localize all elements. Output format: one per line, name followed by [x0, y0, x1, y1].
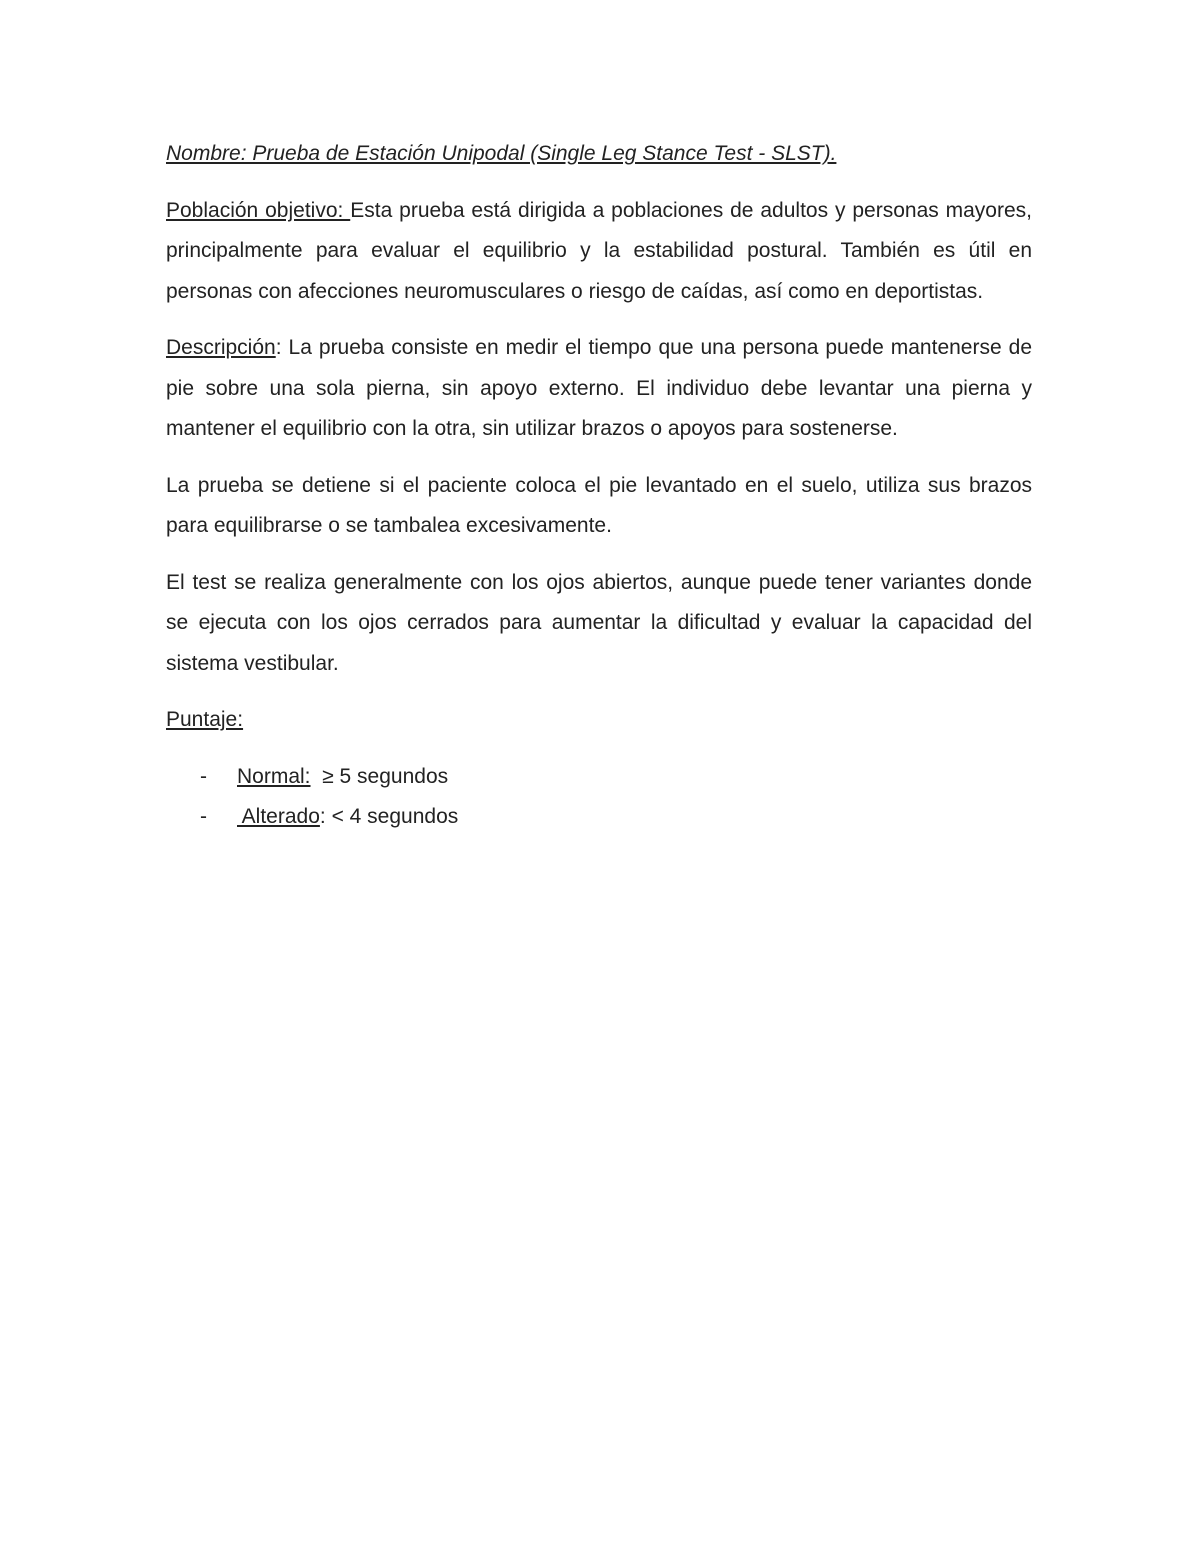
detiene-paragraph: La prueba se detiene si el paciente coloca el pie levantado en el suelo, utiliza sus brazos para equilibrarse o se tambalea excesivamente. — [166, 473, 1032, 537]
list-item-alterado — [166, 797, 1032, 838]
puntaje-list — [166, 757, 1032, 838]
poblacion-label: Población objetivo: — [166, 198, 351, 222]
test-paragraph: El test se realiza generalmente con los ojos abiertos, aunque puede tener variantes donde se ejecuta con los ojos cerrados para aumentar la dificultad y evaluar la capacidad del sistema vestibular. — [166, 570, 1032, 675]
puntaje-label: Puntaje: — [166, 708, 244, 731]
alterado-label: Alterado — [237, 805, 320, 828]
normal-value: ≥ 5 segundos — [310, 764, 449, 788]
normal-label: Normal: — [237, 764, 311, 788]
poblacion-text: Esta prueba está dirigida a poblaciones de adultos y personas mayores, principalmente para evaluar el equilibrio y la estabilidad postural. También es útil en personas con afecciones neuromusculares o riesgo de caídas, así como en deportistas. — [166, 198, 1032, 303]
list-item-normal — [166, 757, 1032, 798]
descripcion-paragraph — [166, 328, 1032, 450]
descripcion-label: Descripción — [166, 336, 276, 359]
document-page — [166, 134, 1032, 838]
bullet-dash: - — [200, 764, 207, 788]
alterado-value: : < 4 segundos — [319, 805, 459, 828]
descripcion-separator: : — [275, 336, 289, 359]
poblacion-paragraph — [166, 191, 1032, 313]
document-title: Nombre: Prueba de Estación Unipodal (Single Leg Stance Test - SLST). — [166, 142, 837, 165]
descripcion-text: La prueba consiste en medir el tiempo que una persona puede mantenerse de pie sobre una sola pierna, sin apoyo externo. El individuo debe levantar una pierna y mantener el equilibrio con la otra, sin utilizar brazos o apoyos para sostenerse. — [166, 336, 1032, 440]
bullet-dash: - — [200, 805, 207, 828]
puntaje-heading — [166, 700, 1032, 741]
